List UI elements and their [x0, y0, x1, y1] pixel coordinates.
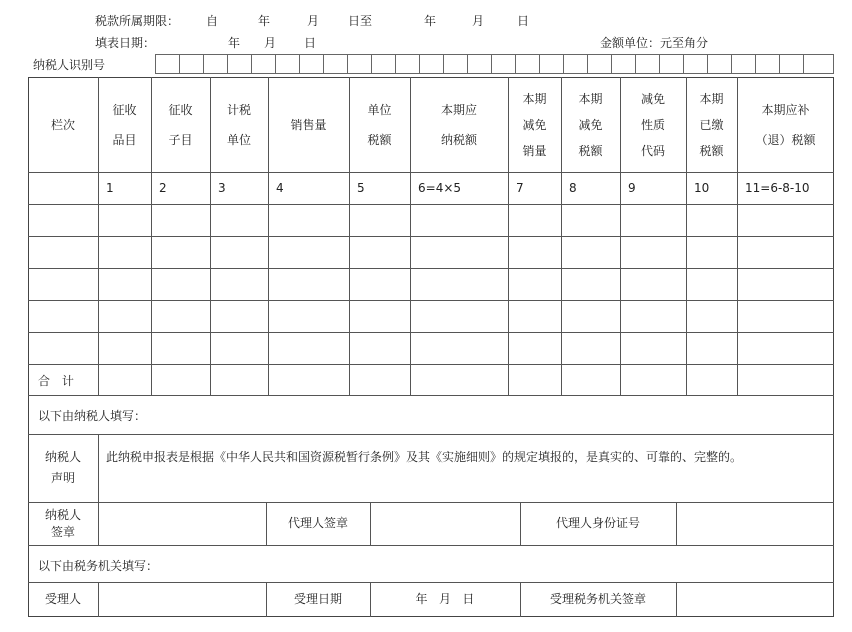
taxpayer-id-digit-box[interactable]: [443, 54, 467, 74]
column-header: 征收 品目: [112, 103, 137, 147]
taxpayer-id-digit-box[interactable]: [203, 54, 227, 74]
period-year-2: 年: [424, 14, 437, 28]
column-number: 4: [276, 181, 284, 195]
column-number: 5: [357, 181, 365, 195]
column-number: 8: [569, 181, 577, 195]
fill-day: 日: [304, 36, 317, 50]
taxpayer-id-digit-box[interactable]: [155, 54, 179, 74]
tax-period-label: 税款所属期限：: [95, 14, 180, 28]
column-header: 栏次: [50, 118, 75, 132]
period-day-to: 日至: [348, 14, 373, 28]
column-number: 3: [218, 181, 226, 195]
taxpayer-seal-label: 纳税人 签章: [44, 507, 81, 539]
taxpayer-id-digit-box[interactable]: [299, 54, 323, 74]
agent-seal-label: 代理人签章: [287, 516, 348, 530]
taxpayer-id-digit-box[interactable]: [371, 54, 395, 74]
taxpayer-id-digit-box[interactable]: [611, 54, 635, 74]
row-divider: [28, 545, 834, 546]
period-month-1: 月: [307, 14, 320, 28]
taxpayer-id-digit-box[interactable]: [419, 54, 443, 74]
fill-date-label: 填表日期：: [95, 36, 156, 50]
receiver-field[interactable]: [99, 583, 265, 616]
row-divider: [28, 172, 834, 173]
column-number: 7: [516, 181, 524, 195]
declaration-text: 此纳税申报表是根据《中华人民共和国资源税暂行条例》及其《实施细则》的规定填报的，是真实的、可靠的、完整的。: [106, 450, 743, 464]
taxpayer-id-digit-box[interactable]: [587, 54, 611, 74]
column-header: 减免 性质 代码: [640, 92, 665, 158]
row-divider: [28, 395, 834, 396]
taxpayer-id-digit-box[interactable]: [491, 54, 515, 74]
taxpayer-id-digit-box[interactable]: [539, 54, 563, 74]
row-divider: [28, 204, 834, 205]
taxpayer-id-digit-box[interactable]: [467, 54, 491, 74]
column-header: 征收 子目: [168, 103, 193, 147]
column-header: 单位 税额: [367, 103, 392, 147]
period-day-2: 日: [517, 14, 530, 28]
taxpayer-fill-label: 以下由纳税人填写：: [38, 409, 147, 423]
column-header: 本期 已缴 税额: [699, 92, 724, 158]
fill-month: 月: [264, 36, 277, 50]
column-number: 11=6-8-10: [745, 181, 810, 195]
taxpayer-id-digit-box[interactable]: [323, 54, 347, 74]
column-header: 本期 减免 税额: [578, 92, 603, 158]
agent-seal-field[interactable]: [371, 503, 519, 544]
taxpayer-id-digit-box[interactable]: [635, 54, 659, 74]
row-divider: [28, 268, 834, 269]
total-label: 合 计: [38, 374, 78, 388]
receive-date-label: 受理日期: [293, 592, 342, 606]
agent-id-label: 代理人身份证号: [555, 516, 640, 530]
column-header: 销售量: [290, 118, 327, 132]
tax-authority-fill-label: 以下由税务机关填写：: [38, 559, 159, 573]
amount-unit: 金额单位：元至角分: [600, 36, 709, 50]
agent-id-field[interactable]: [677, 503, 833, 544]
taxpayer-id-digit-box[interactable]: [515, 54, 539, 74]
taxpayer-id-digit-box[interactable]: [179, 54, 203, 74]
row-divider: [28, 434, 834, 435]
authority-seal-label: 受理税务机关签章: [549, 592, 646, 606]
receiver-label: 受理人: [44, 592, 81, 606]
taxpayer-id-digit-box[interactable]: [779, 54, 803, 74]
taxpayer-id-digit-box[interactable]: [275, 54, 299, 74]
taxpayer-id-digit-box[interactable]: [395, 54, 419, 74]
taxpayer-id-digit-box[interactable]: [707, 54, 731, 74]
period-year-1: 年: [258, 14, 271, 28]
period-month-2: 月: [472, 14, 485, 28]
row-divider: [28, 332, 834, 333]
taxpayer-id-digit-box[interactable]: [251, 54, 275, 74]
column-number: 2: [159, 181, 167, 195]
authority-seal-field[interactable]: [677, 583, 833, 616]
row-divider: [28, 300, 834, 301]
column-header: 计税 单位: [226, 103, 251, 147]
taxpayer-id-digit-box[interactable]: [227, 54, 251, 74]
period-from: 自: [206, 14, 219, 28]
taxpayer-id-digit-box[interactable]: [563, 54, 587, 74]
taxpayer-id-label: 纳税人识别号: [33, 58, 106, 72]
taxpayer-id-digit-box[interactable]: [659, 54, 683, 74]
row-divider: [28, 236, 834, 237]
column-number: 1: [106, 181, 114, 195]
row-divider: [28, 364, 834, 365]
column-number: 10: [694, 181, 710, 195]
column-header: 本期应补 （退）税额: [755, 103, 816, 147]
taxpayer-id-digit-box[interactable]: [803, 54, 834, 74]
declaration-label: 纳税人 声明: [44, 450, 81, 485]
taxpayer-id-digit-box[interactable]: [731, 54, 755, 74]
column-number: 6=4×5: [418, 181, 462, 195]
taxpayer-id-digit-box[interactable]: [755, 54, 779, 74]
receive-date-value[interactable]: 年 月 日: [415, 592, 475, 606]
taxpayer-id-digit-box[interactable]: [347, 54, 371, 74]
column-number: 9: [628, 181, 636, 195]
taxpayer-id-digit-box[interactable]: [683, 54, 707, 74]
column-header: 本期应 纳税额: [440, 103, 477, 147]
taxpayer-seal-field[interactable]: [99, 503, 265, 544]
fill-year: 年: [228, 36, 241, 50]
column-header: 本期 减免 销量: [522, 92, 547, 158]
